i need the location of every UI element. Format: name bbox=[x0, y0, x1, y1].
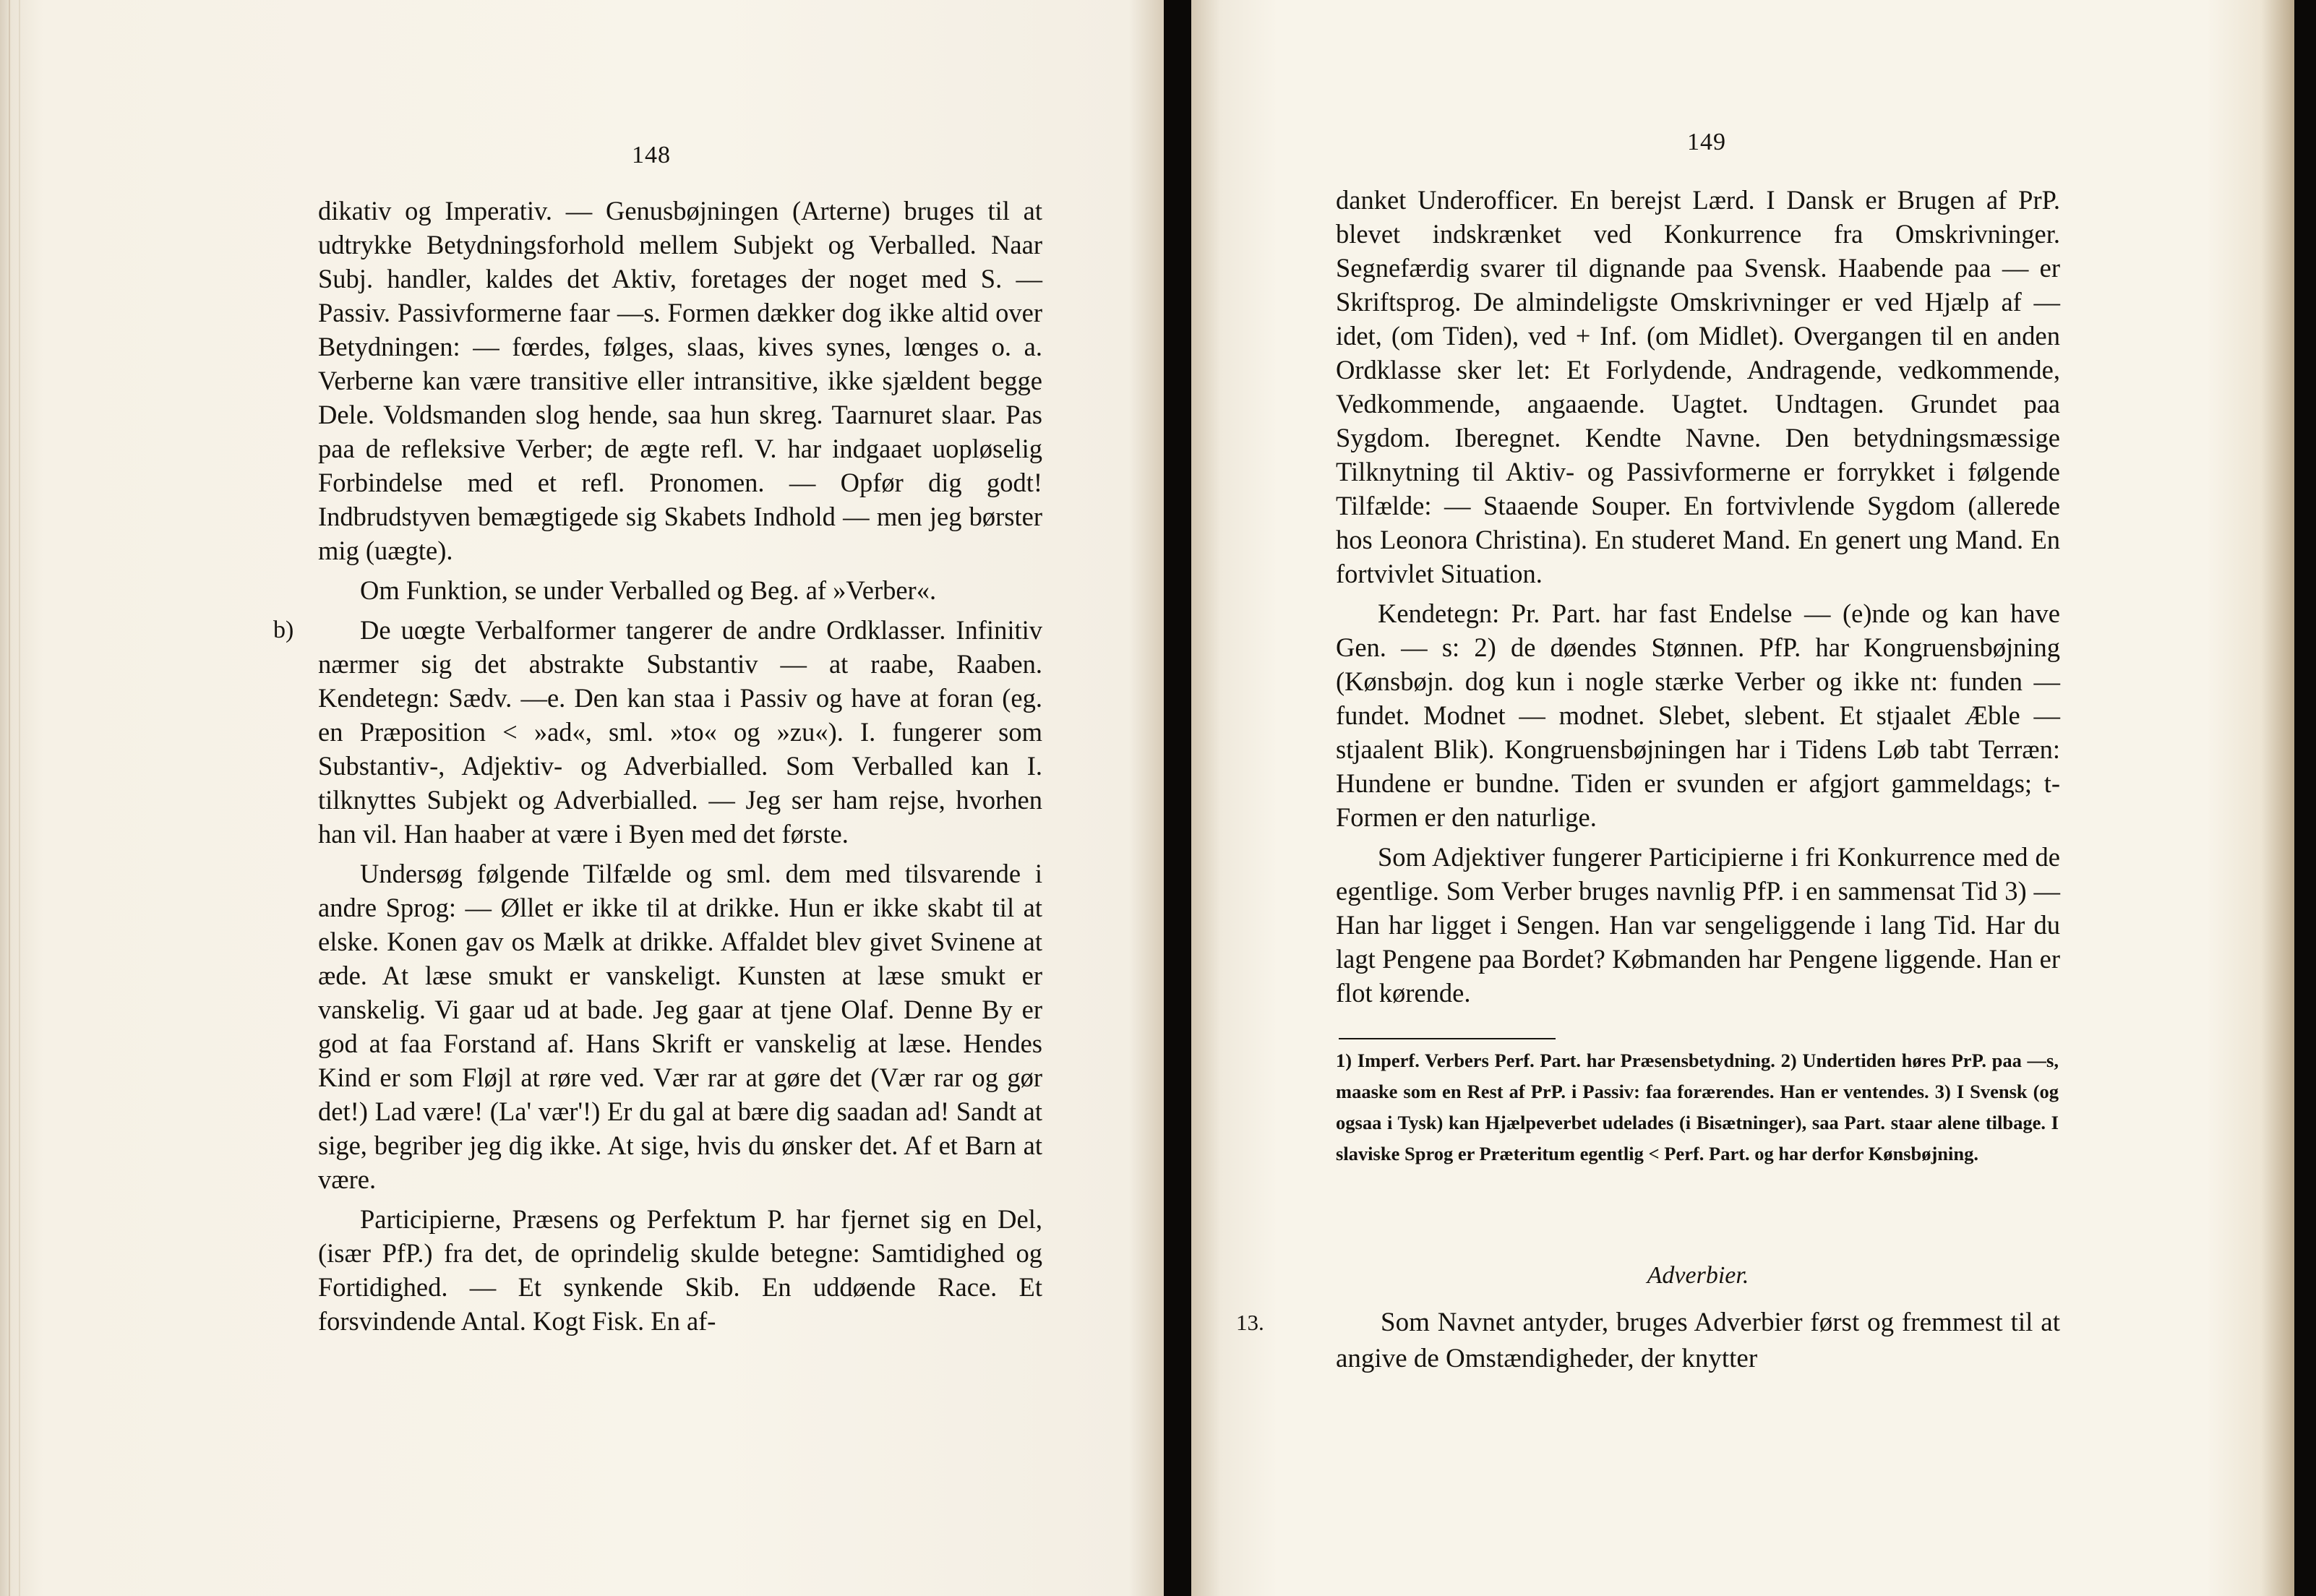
section-heading: Adverbier. bbox=[1647, 1262, 1749, 1289]
paragraph: Som Adjektiver fungerer Participierne i fri Konkurrence med de egentlige. Som Verber bruges navnlig PfP. i en sammensat Tid 3) — Han har ligget i Sengen. Han var sengeliggende i lang Tid. Har du lagt Pengene paa Bordet? Købmanden har Pengene liggende. Han er flot kørende. bbox=[1336, 842, 2060, 1008]
margin-mark: b) bbox=[273, 617, 294, 643]
page-edge bbox=[19, 0, 20, 1596]
section-number: 13. bbox=[1236, 1310, 1264, 1335]
paragraph-b bbox=[273, 613, 1042, 851]
paragraph: De uœgte Verbalformer tangerer de andre Ordklasser. Infinitiv nærmer sig det abstrakte Substantiv — at raabe, Raaben. Kendetegn: Sædv. —e. Den kan staa i Passiv og have at foran (eg. en Præposition < »ad«, sml. »to« og »zu«). I. fungerer som Substantiv-, Adjektiv- og Adverbialled. Som Verballed kan I. tilknyttes Subjekt og Adverbialled. — Jeg ser ham rejse, hvorhen han vil. Han haaber at være i Byen med det første. bbox=[318, 615, 1042, 849]
body-text bbox=[1336, 183, 2060, 1010]
right-page bbox=[1191, 0, 2294, 1596]
page-edge bbox=[9, 0, 10, 1596]
footnote-rule bbox=[1339, 1038, 1556, 1039]
page-number: 148 bbox=[632, 142, 671, 168]
paragraph: Participierne, Præsens og Perfektum P. har fjernet sig en Del, (især PfP.) fra det, de oprindelig skulde betegne: Samtidighed og Fortidighed. — Et synkende Skib. En uddøende Race. Et forsvindende Antal. Kogt Fisk. En af- bbox=[318, 1204, 1042, 1336]
page-number: 149 bbox=[1687, 129, 1726, 155]
paragraph: Om Funktion, se under Verballed og Beg. af »Verber«. bbox=[360, 575, 937, 605]
paragraph: danket Underofficer. En berejst Lærd. I Dansk er Brugen af PrP. blevet indskrænket ved Konkurrence fra Omskrivninger. Segnefærdig svarer til dignande paa Svensk. Haabende paa — er Skriftsprog. De almindeligste Omskrivninger er ved Hjælp af — idet, (om Tiden), ved + Inf. (om Midlet). Overgangen til en anden Ordklasse sker let: Et Forlydende, Andragende, vedkommende, Vedkommende, angaaende. Uagtet. Undtagen. Grundet paa Sygdom. Iberegnet. Kendte Navne. Den betydningsmæssige Tilknytning til Aktiv- og Passivformerne er forrykket i følgende Tilfælde: — Staaende Souper. En fortvivlende Sygdom (allerede hos Leonora Christina). En studeret Mand. En genert ung Mand. En fortvivlet Situation. bbox=[1336, 185, 2060, 588]
paragraph: dikativ og Imperativ. — Genusbøjningen (Arterne) bruges til at udtrykke Betydningsforhold mellem Subjekt og Verballed. Naar Subj. handler, kaldes det Aktiv, foretages der noget med S. — Passiv. Passivformerne faar —s. Formen dækker dog ikke altid over Betydningen: — fœrdes, følges, slaas, kives synes, lœnges o. a. Verberne kan være transitive eller intransitive, ikke sjældent begge Dele. Voldsmanden slog hende, saa hun skreg. Taarnuret slaar. Pas paa de refleksive Verber; de ægte refl. V. har indgaaet uopløselig Forbindelse med et refl. Pronomen. — Opfør dig godt! Indbrudstyven bemægtigede sig Skabets Indhold — men jeg børster mig (uægte). bbox=[318, 196, 1042, 565]
paragraph: Undersøg følgende Tilfælde og sml. dem med tilsvarende i andre Sprog: — Øllet er ikke til at drikke. Hun er ikke skabt til at elske. Konen gav os Mælk at drikke. Affaldet blev givet Svinene at æde. At læse smukt er vanskeligt. Kunsten at læse smukt er vanskelig. Vi gaar ud at bade. Jeg gaar at tjene Olaf. Denne By er god at faa Forstand af. Hans Skrift er vanskelig at læse. Hendes Kind er som Fløjl at røre ved. Vær rar at gøre det (Vær rar og gør det!) Lad være! (La' vær'!) Er du gal at bære dig saadan ad! Sandt at sige, begriber jeg dig ikke. At sige, hvis du ønsker det. Af et Barn at være. bbox=[318, 859, 1042, 1194]
body-text bbox=[273, 194, 1042, 1338]
paragraph: Som Navnet antyder, bruges Adverbier først og fremmest til at angive de Omstændigheder, der knytter bbox=[1336, 1308, 2060, 1373]
footnotes: 1) Imperf. Verbers Perf. Part. har Præsensbetydning. 2) Undertiden høres PrP. paa —s, maaske som en Rest af PrP. i Passiv: faa forærendes. Han er ventendes. 3) I Svensk (og ogsaa i Tysk) kan Hjælpeverbet udelades (i Bisætninger), saa Part. staar alene tilbage. I slaviske Sprog er Præteritum egentlig < Perf. Part. og har derfor Kønsbøjning. bbox=[1336, 1050, 2059, 1164]
paragraph: Kendetegn: Pr. Part. har fast Endelse — (e)nde og kan have Gen. — s: 2) de døendes Stønnen. PfP. har Kongruensbøjning (Kønsbøjn. dog kun i nogle stærke Verber og ikke nt: funden — fundet. Modnet — modnet. Slebet, slebent. Et stjaalet Æble — stjaalent Blik). Kongruensbøjningen har i Tidens Løb tabt Terræn: Hundene er bundne. Tiden er svunden er afgjort gammeldags; t-Formen er den naturlige. bbox=[1336, 598, 2060, 832]
section-paragraph bbox=[1236, 1305, 2060, 1377]
